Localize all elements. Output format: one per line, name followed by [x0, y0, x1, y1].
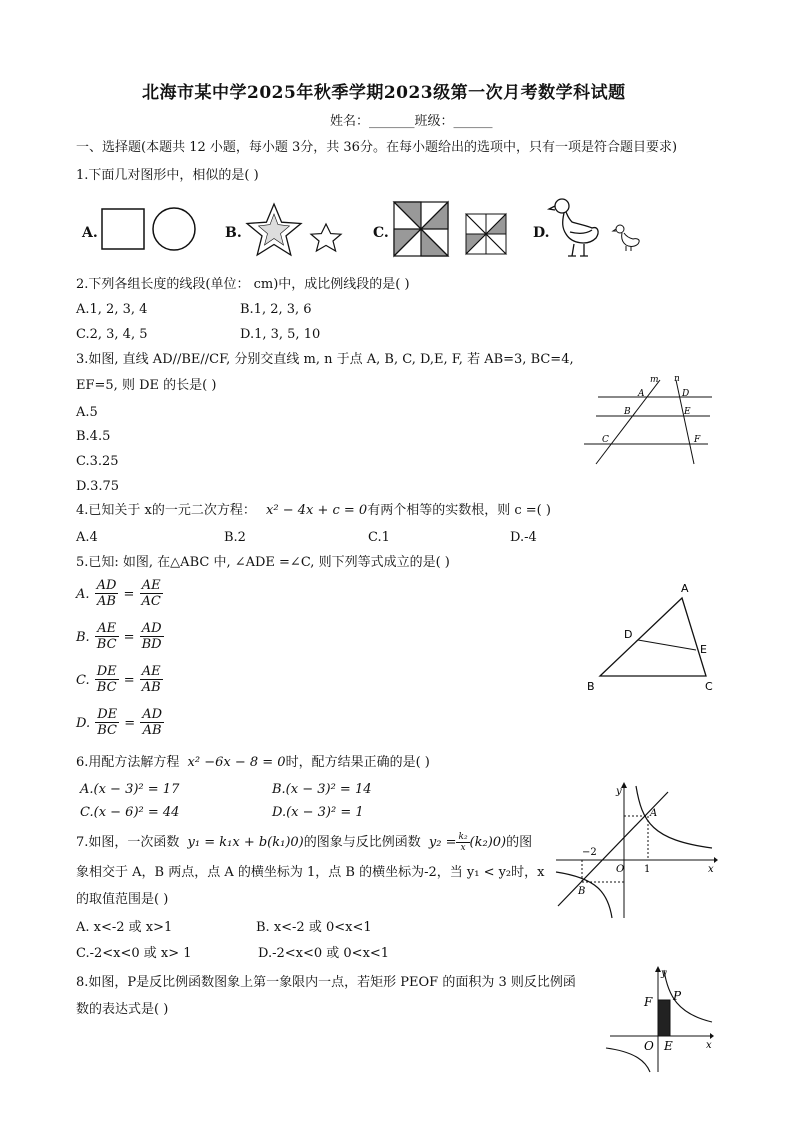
q7-option-c: C.-2<x<0 或 x> 1	[76, 946, 192, 961]
label-x: x	[708, 864, 714, 875]
q7-inverse-function-lhs: y₂ =	[428, 835, 457, 850]
question-7-stem-line1	[76, 832, 532, 853]
q7-inverse-fraction: $\frac{\text{k₂}}{x}$	[458, 832, 468, 853]
q3-option-d: D.3.75	[76, 479, 120, 494]
small-pinwheel-shape	[466, 214, 506, 254]
q6-option-c: C.(x − 6)² = 44	[80, 805, 180, 820]
q2-option-a: A.1, 2, 3, 4	[76, 302, 148, 317]
label-c: C	[705, 680, 713, 693]
q4-option-b: B.2	[224, 530, 246, 545]
x-axis-arrow	[710, 1033, 714, 1039]
q7-option-b: B. x<-2 或 0<x<1	[256, 920, 372, 935]
question-7-stem-line2: 象相交于 A，B 两点，点 A 的横坐标为 1，点 B 的横坐标为-2，当 y₁ < y₂时，x	[76, 865, 545, 880]
question-8-stem-line2: 数的表达式是( )	[76, 1002, 169, 1017]
label-e: E	[664, 1039, 673, 1053]
q7-function-graph-figure	[552, 782, 720, 922]
triangle-abc	[600, 598, 706, 676]
q5-option-c: C. $\frac{DE}{BC}$ = $\frac{AE}{AB}$	[76, 664, 161, 695]
q6-stem-suffix: 时，配方结果正确的是( )	[285, 755, 430, 770]
small-duck-shape	[613, 225, 639, 251]
question-1-stem: 1.下面几对图形中，相似的是( )	[76, 168, 259, 183]
q7-stem-prefix: 7.如图，一次函数	[76, 835, 180, 850]
label-m: m	[650, 375, 659, 385]
q1-square-circle-figure	[102, 208, 202, 252]
q7-stem-end: 的图	[506, 835, 533, 850]
q1-pinwheels-figure	[392, 200, 517, 260]
transversal-m	[596, 380, 660, 464]
label-y: y	[616, 786, 622, 797]
label-b: B	[587, 680, 595, 693]
hyperbola-first-quadrant	[664, 970, 712, 1022]
label-d: D	[624, 628, 633, 641]
label-b: B	[624, 407, 631, 417]
q4-option-d: D.-4	[510, 530, 537, 545]
question-3-stem-line1: 3.如图, 直线 AD//BE//CF, 分别交直线 m, n 于点 A, B, C, D,E, F, 若 AB=3, BC=4,	[76, 352, 574, 367]
x-axis-arrow	[714, 857, 718, 863]
q6-option-b: B.(x − 3)² = 14	[272, 782, 372, 797]
option-label: B.	[76, 630, 90, 645]
q7-option-d: D.-2<x<0 或 0<x<1	[258, 946, 390, 961]
fraction-left: $\frac{DE}{BC}$	[97, 707, 118, 738]
q5-option-d: D. $\frac{DE}{BC}$ = $\frac{AD}{AB}$	[76, 707, 163, 738]
tick-1: 1	[644, 864, 651, 875]
q1-option-b-label: B.	[225, 225, 242, 241]
q4-stem-suffix: 有两个相等的实数根，则 c =( )	[367, 503, 551, 518]
q6-option-d: D.(x − 3)² = 1	[272, 805, 364, 820]
q1-option-c-label: C.	[373, 225, 389, 241]
large-pinwheel-shape	[394, 202, 448, 256]
fraction-left: $\frac{AE}{BC}$	[96, 621, 117, 652]
question-3-stem-line2: EF=5, 则 DE 的长是( )	[76, 378, 217, 393]
q3-parallel-lines-figure	[584, 372, 716, 467]
q2-option-b: B.1, 2, 3, 6	[240, 302, 312, 317]
large-star-inner-shape	[259, 214, 290, 245]
q4-option-c: C.1	[368, 530, 390, 545]
label-n: n	[674, 374, 680, 384]
segment-de	[638, 640, 696, 650]
q8-hyperbola-rectangle-figure	[606, 966, 718, 1074]
q1-option-d-label: D.	[533, 225, 550, 241]
label-origin: O	[644, 1039, 654, 1053]
q4-option-a: A.4	[76, 530, 98, 545]
label-point-b: B	[578, 886, 586, 897]
q2-option-d: D.1, 3, 5, 10	[240, 327, 321, 342]
q7-inverse-condition: (k₂)0)	[469, 835, 507, 850]
label-e: E	[684, 407, 691, 417]
q4-stem-prefix: 4.已知关于 x的一元二次方程：	[76, 503, 256, 518]
q5-option-b: B. $\frac{AE}{BC}$ = $\frac{AD}{BD}$	[76, 621, 162, 652]
rectangle-peof	[658, 1000, 670, 1036]
question-2-stem: 2.下列各组长度的线段(单位： cm)中，成比例线段的是( )	[76, 277, 410, 292]
q3-option-a: A.5	[76, 405, 98, 420]
q5-triangle-figure	[584, 580, 724, 695]
label-f: F	[694, 435, 701, 445]
q7-option-a: A. x<-2 或 x>1	[76, 920, 173, 935]
q1-stars-figure	[242, 204, 352, 258]
student-info-line: 姓名：_______班级：______	[330, 114, 493, 129]
label-d: D	[682, 389, 690, 399]
fraction-left: $\frac{AD}{AB}$	[96, 578, 117, 609]
q4-equation: x² − 4x + c = 0	[266, 503, 368, 518]
question-8-stem-line1: 8.如图，P是反比例函数图象上第一象限内一点，若矩形 PEOF 的面积为 3 则反比例函	[76, 975, 576, 990]
q7-linear-function: y₁ = k₁x + b(k₁)0)	[187, 835, 304, 850]
y-axis-arrow	[621, 782, 627, 788]
fraction-right: $\frac{AE}{AB}$	[141, 664, 161, 695]
label-a: A	[638, 389, 645, 399]
label-a: A	[681, 582, 689, 595]
fraction-right: $\frac{AD}{BD}$	[141, 621, 162, 652]
circle-shape	[153, 208, 195, 250]
page-title: 北海市某中学2025年秋季学期2023级第一次月考数学科试题	[142, 83, 626, 103]
hyperbola-first-quadrant	[636, 786, 712, 848]
q6-stem-prefix: 6.用配方法解方程	[76, 755, 180, 770]
fraction-right: $\frac{AE}{AC}$	[141, 578, 161, 609]
label-origin: O	[616, 864, 625, 875]
q2-option-c: C.2, 3, 4, 5	[76, 327, 148, 342]
q6-option-a: A.(x − 3)² = 17	[80, 782, 180, 797]
question-4-stem	[76, 503, 551, 519]
q3-option-b: B.4.5	[76, 429, 111, 444]
question-7-stem-line3: 的取值范围是( )	[76, 892, 169, 907]
label-x: x	[706, 1040, 712, 1051]
q3-option-c: C.3.25	[76, 454, 119, 469]
square-shape	[102, 209, 144, 249]
option-label: C.	[76, 673, 90, 688]
label-point-a: A	[650, 808, 658, 819]
large-duck-shape	[549, 199, 598, 256]
q6-equation: x² −6x − 8 = 0	[187, 755, 286, 770]
q1-ducks-figure	[548, 196, 648, 266]
q7-stem-middle: 的图象与反比例函数	[303, 835, 421, 850]
tick-neg2: −2	[582, 847, 597, 858]
q1-option-a-label: A.	[82, 225, 98, 241]
fraction-left: $\frac{DE}{BC}$	[96, 664, 117, 695]
q5-option-a: A. $\frac{AD}{AB}$ = $\frac{AE}{AC}$	[76, 578, 161, 609]
option-label: D.	[76, 716, 91, 731]
question-6-stem	[76, 755, 430, 771]
label-f: F	[644, 995, 653, 1009]
section-heading: 一、选择题(本题共 12 小题，每小题 3分，共 36分。在每小题给出的选项中，只有一项是符合题目要求)	[76, 140, 678, 155]
option-label: A.	[76, 587, 90, 602]
question-5-stem: 5.已知: 如图, 在△ABC 中, ∠ADE =∠C, 则下列等式成立的是( )	[76, 555, 450, 570]
label-e: E	[700, 643, 707, 656]
label-y: y	[661, 968, 667, 979]
label-c: C	[602, 435, 609, 445]
label-p: P	[673, 989, 682, 1003]
fraction-right: $\frac{AD}{AB}$	[142, 707, 163, 738]
small-star-shape	[311, 224, 341, 251]
